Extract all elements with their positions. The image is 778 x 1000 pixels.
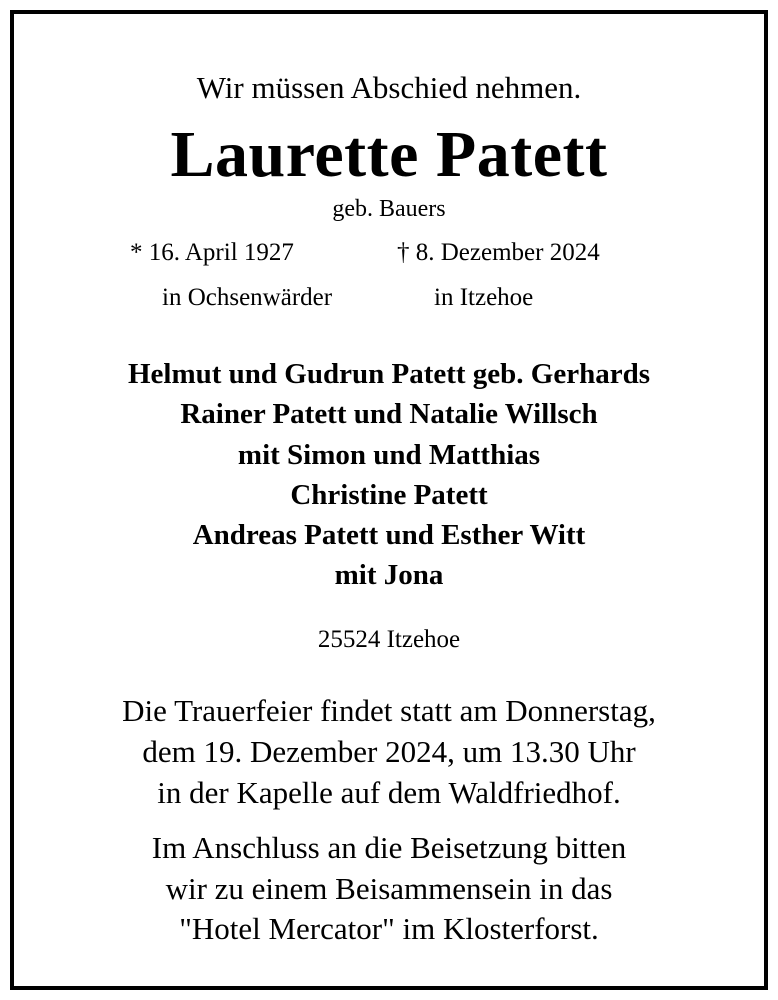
service-line: Die Trauerfeier findet statt am Donnerstag, — [122, 693, 656, 728]
maiden-name: geb. Bauers — [332, 196, 446, 222]
mourner-line: Christine Patett — [290, 479, 488, 511]
family-address: 25524 Itzehoe — [317, 626, 461, 653]
mourner-line: Rainer Patett und Natalie Willsch — [180, 398, 598, 430]
mourner-line: Andreas Patett und Esther Witt — [192, 519, 586, 551]
deceased-name: Laurette Patett — [170, 118, 608, 191]
birth-date: * 16. April 1927 — [130, 239, 294, 266]
death-place: in Itzehoe — [434, 284, 534, 311]
death-date: † 8. Dezember 2024 — [397, 239, 600, 266]
mourner-line: mit Jona — [334, 559, 444, 591]
reception-line: "Hotel Mercator" im Klosterforst. — [179, 911, 599, 946]
reception-line: wir zu einem Beisammensein in das — [165, 871, 613, 906]
intro-text: Wir müssen Abschied nehmen. — [196, 70, 582, 105]
mourner-line: mit Simon und Matthias — [237, 439, 541, 471]
service-line: dem 19. Dezember 2024, um 13.30 Uhr — [142, 734, 636, 769]
mourner-line: Helmut und Gudrun Patett geb. Gerhards — [127, 358, 651, 390]
service-line: in der Kapelle auf dem Waldfriedhof. — [157, 775, 621, 810]
reception-line: Im Anschluss an die Beisetzung bitten — [151, 830, 627, 865]
birth-place: in Ochsenwärder — [162, 284, 333, 311]
